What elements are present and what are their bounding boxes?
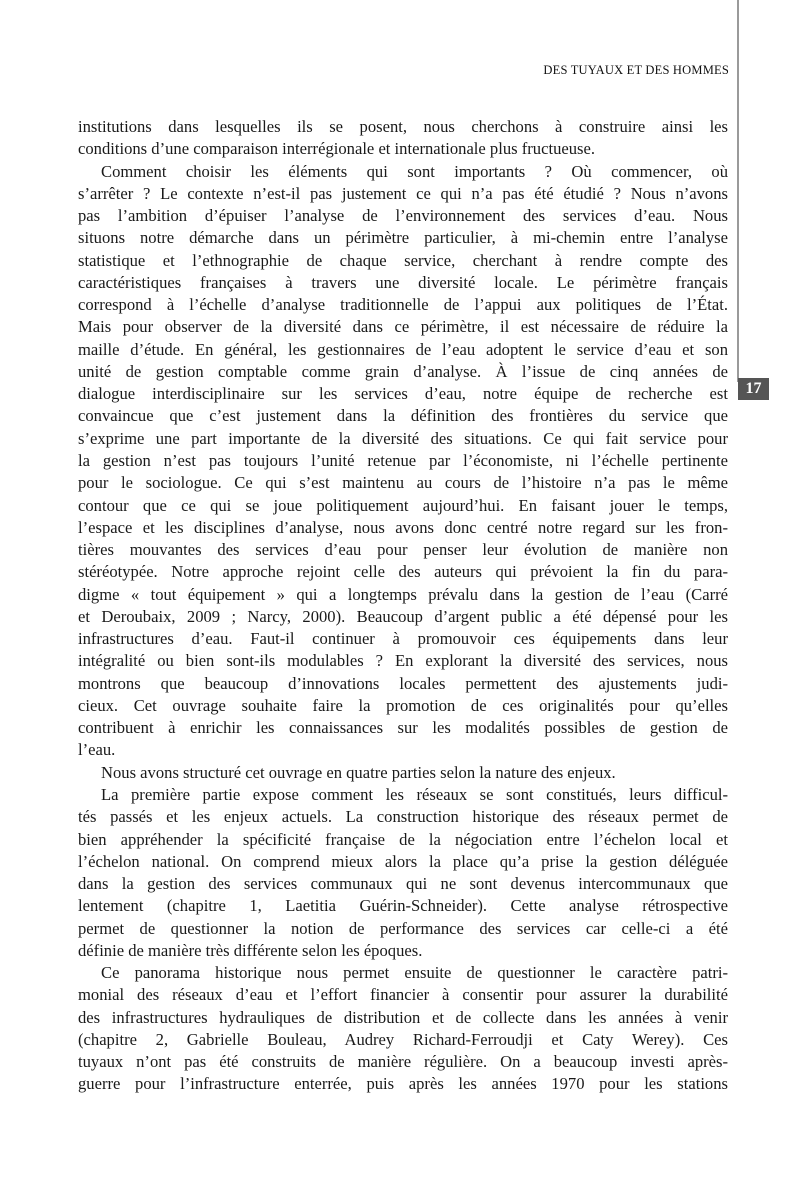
page-number: 17 [738, 378, 769, 400]
text-line: l’eau. [78, 740, 116, 760]
text-line: caractéristiques françaises à travers une diversité locale. Le périmètre français [78, 272, 728, 292]
text-line: bien appréhender la spécificité française de la négociation entre l’échelon local et [78, 829, 728, 849]
text-line: tés passés et les enjeux actuels. La construction historique des réseaux permet de [78, 807, 728, 827]
text-line: permet de questionner la notion de performance des services car celle-ci a été [78, 918, 728, 938]
text-line: maille d’étude. En général, les gestionnaires de l’eau adoptent le service d’eau et son [78, 339, 728, 359]
text-line: dans la gestion des services communaux qui ne sont devenus intercommunaux que [78, 874, 728, 894]
text-line: statistique et l’ethnographie de chaque service, cherchant à rendre compte des [78, 250, 728, 270]
text-line: tuyaux n’ont pas été construits de manière régulière. On a beaucoup investi après- [78, 1052, 728, 1072]
text-line: correspond à l’échelle d’analyse traditionnelle de l’appui aux politiques de l’État. [78, 295, 728, 315]
text-line: Comment choisir les éléments qui sont importants ? Où commencer, où [101, 161, 728, 181]
text-line: intégralité ou bien sont-ils modulables ? En explorant la diversité des services, nous [78, 651, 728, 671]
text-line: la gestion n’est pas toujours l’unité retenue par l’économiste, ni l’échelle pertinente [78, 450, 728, 470]
text-line: contribuent à enrichir les connaissances sur les modalités possibles de gestion de [78, 718, 728, 738]
text-line: des infrastructures hydrauliques de distribution et de collecte dans les années à venir [78, 1007, 728, 1027]
text-line: définie de manière très différente selon les époques. [78, 940, 423, 960]
text-line: (chapitre 2, Gabrielle Bouleau, Audrey Richard-Ferroudji et Caty Werey). Ces [78, 1029, 728, 1049]
running-head: DES TUYAUX ET DES HOMMES [543, 63, 729, 77]
text-line: guerre pour l’infrastructure enterrée, puis après les années 1970 pour les stations [78, 1074, 728, 1094]
text-line: et Deroubaix, 2009 ; Narcy, 2000). Beaucoup d’argent public a été dépensé pour les [78, 606, 728, 626]
text-line: cieux. Cet ouvrage souhaite faire la promotion de ces originalités pour qu’elles [78, 695, 728, 715]
text-line: stéréotypée. Notre approche rejoint celle des auteurs qui prévoient la fin du para- [78, 562, 728, 582]
text-line: l’espace et les disciplines d’analyse, nous avons donc centré notre regard sur les fron- [78, 517, 728, 537]
text-line: tières mouvantes des services d’eau pour penser leur évolution de manière non [78, 540, 728, 560]
text-line: institutions dans lesquelles ils se posent, nous cherchons à construire ainsi les [78, 117, 728, 136]
text-line: s’arrêter ? Le contexte n’est-il pas justement ce qui n’a pas été étudié ? Nous n’avons [78, 183, 728, 203]
text-line: monial des réseaux d’eau et l’effort financier à consentir pour assurer la durabilité [78, 985, 728, 1005]
text-line: l’échelon national. On comprend mieux alors la place qu’a prise la gestion déléguée [78, 851, 728, 871]
text-line: pas l’ambition d’épuiser l’analyse de l’environnement des services d’eau. Nous [78, 206, 728, 226]
text-line: Mais pour observer de la diversité dans ce périmètre, il est nécessaire de réduire la [78, 317, 728, 337]
text-line: unité de gestion comptable comme grain d’analyse. À l’issue de cinq années de [78, 361, 728, 381]
body-text [78, 116, 728, 1096]
text-line: dialogue interdisciplinaire sur les services d’eau, notre équipe de recherche est [78, 384, 728, 404]
text-line: situons notre démarche dans un périmètre particulier, à mi-chemin entre l’analyse [78, 228, 728, 248]
margin-rule [737, 0, 739, 382]
text-line: conditions d’une comparaison interrégionale et internationale plus fructueuse. [78, 139, 595, 159]
text-line: digme « tout équipement » qui a longtemps prévalu dans la gestion de l’eau (Carré [78, 584, 728, 604]
text-line: contour que ce qui se joue politiquement aujourd’hui. En faisant jouer le temps, [78, 495, 728, 515]
text-line: infrastructures d’eau. Faut-il continuer à promouvoir ces équipements dans leur [78, 629, 728, 649]
text-line: s’exprime une part importante de la diversité des situations. Ce qui fait service pour [78, 428, 728, 448]
text-line: La première partie expose comment les réseaux se sont constitués, leurs difficul- [101, 784, 728, 804]
text-line: pour le sociologue. Ce qui s’est maintenu au cours de l’histoire n’a pas le même [78, 473, 728, 493]
text-line: Nous avons structuré cet ouvrage en quatre parties selon la nature des enjeux. [101, 762, 616, 782]
text-line: Ce panorama historique nous permet ensuite de questionner le caractère patri- [101, 963, 728, 983]
text-line: convaincue que c’est justement dans la définition des frontières du service que [78, 406, 728, 426]
text-line: lentement (chapitre 1, Laetitia Guérin-Schneider). Cette analyse rétrospective [78, 896, 728, 916]
text-line: montrons que beaucoup d’innovations locales permettent des ajustements judi- [78, 673, 728, 693]
